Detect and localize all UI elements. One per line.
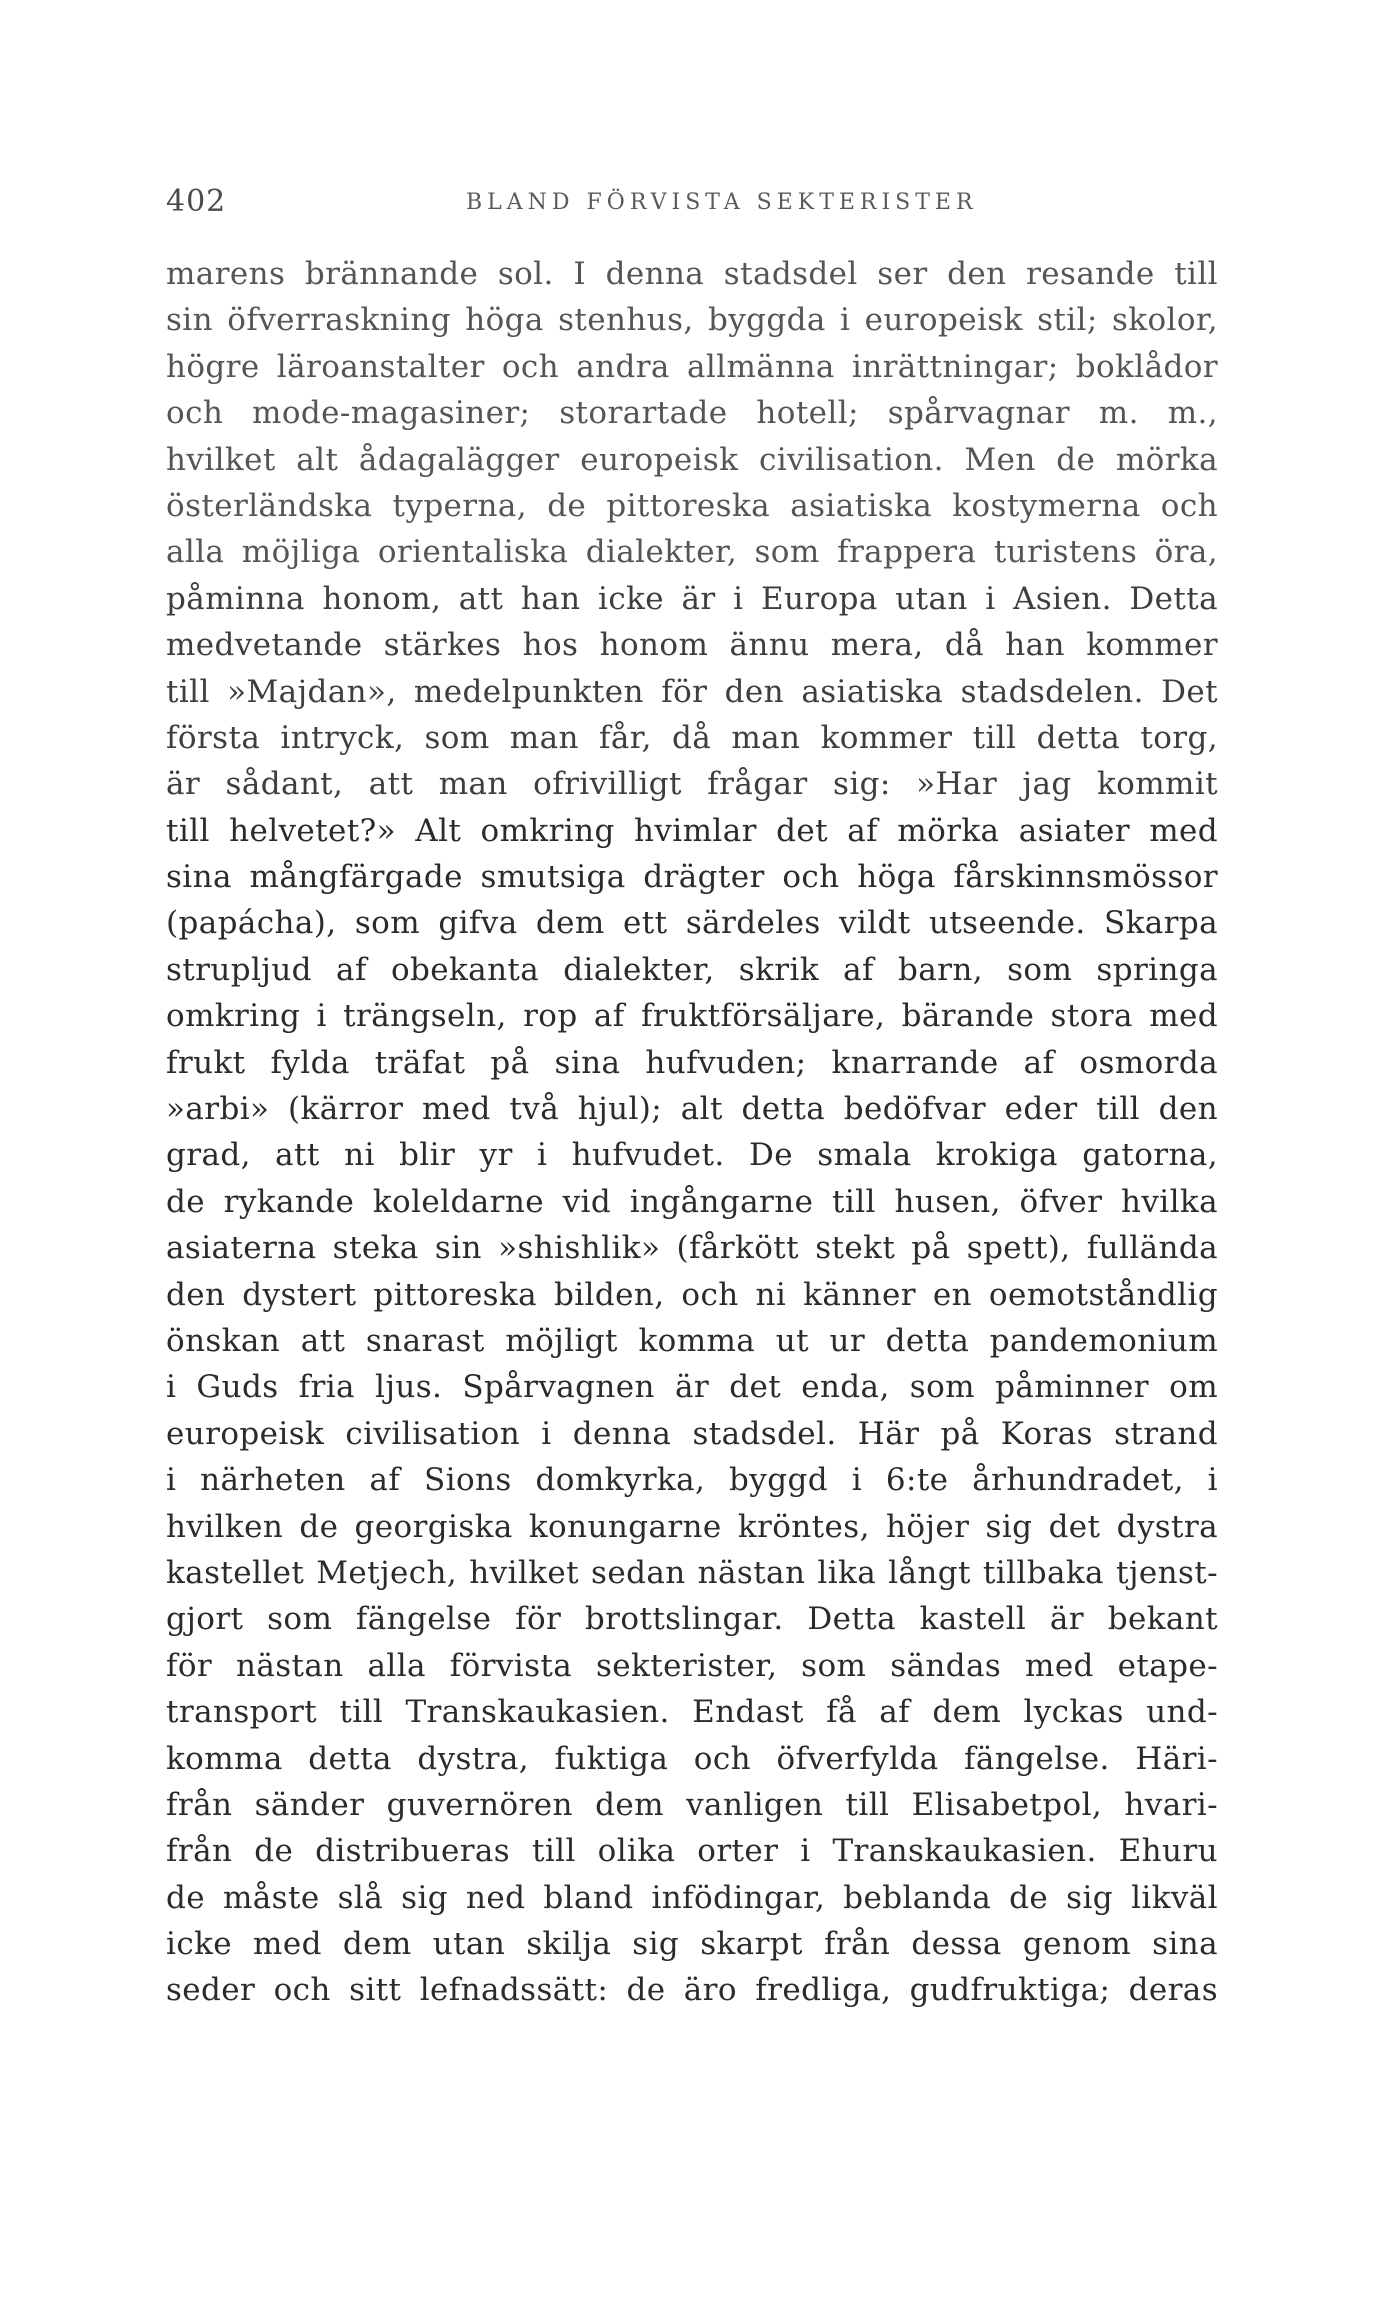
text-line: »arbi» (kärror med två hjul); alt detta bedöfvar eder till den — [166, 1091, 1218, 1128]
text-line: i Guds fria ljus. Spårvagnen är det enda, som påminner om — [166, 1369, 1218, 1406]
text-line: kastellet Metjech, hvilket sedan nästan lika långt tillbaka tjenst- — [166, 1554, 1218, 1591]
text-line: alla möjliga orientaliska dialekter, som frappera turistens öra, — [166, 534, 1218, 571]
text-line: grad, att ni blir yr i hufvudet. De smala krokiga gatorna, — [166, 1137, 1218, 1174]
text-line: österländska typerna, de pittoreska asiatiska kostymerna och — [166, 487, 1218, 524]
text-line: påminna honom, att han icke är i Europa utan i Asien. Detta — [166, 580, 1218, 617]
text-line: till »Majdan», medelpunkten för den asiatiska stadsdelen. Det — [166, 673, 1218, 710]
text-line: sina mångfärgade smutsiga drägter och höga fårskinnsmössor — [166, 859, 1218, 896]
text-line: till helvetet?» Alt omkring hvimlar det af mörka asiater med — [166, 812, 1218, 849]
text-line: europeisk civilisation i denna stadsdel. Här på Koras strand — [166, 1415, 1218, 1452]
text-line: frukt fylda träfat på sina hufvuden; knarrande af osmorda — [166, 1044, 1218, 1081]
text-line: omkring i trängseln, rop af fruktförsäljare, bärande stora med — [166, 998, 1218, 1035]
text-line: från sänder guvernören dem vanligen till Elisabetpol, hvari- — [166, 1786, 1218, 1823]
text-line: medvetande stärkes hos honom ännu mera, då han kommer — [166, 627, 1218, 664]
page-number: 402 — [166, 184, 227, 219]
text-line: för nästan alla förvista sekterister, som sändas med etape- — [166, 1647, 1218, 1684]
text-line: transport till Transkaukasien. Endast få af dem lyckas und- — [166, 1694, 1218, 1731]
text-line: (papácha), som gifva dem ett särdeles vildt utseende. Skarpa — [166, 905, 1218, 942]
body-text — [166, 251, 1218, 2014]
text-line: hvilken de georgiska konungarne kröntes, höjer sig det dystra — [166, 1508, 1218, 1545]
text-line: de rykande koleldarne vid ingångarne till husen, öfver hvilka — [166, 1183, 1218, 1220]
text-line: icke med dem utan skilja sig skarpt från dessa genom sina — [166, 1926, 1218, 1963]
text-line: gjort som fängelse för brottslingar. Detta kastell är bekant — [166, 1601, 1218, 1638]
running-title: BLAND FÖRVISTA SEKTERISTER — [466, 190, 978, 215]
text-line: den dystert pittoreska bilden, och ni känner en oemotståndlig — [166, 1276, 1218, 1313]
text-line: hvilket alt ådagalägger europeisk civilisation. Men de mörka — [166, 441, 1218, 478]
text-line: önskan att snarast möjligt komma ut ur detta pandemonium — [166, 1322, 1218, 1359]
text-line: och mode-magasiner; storartade hotell; spårvagnar m. m., — [166, 395, 1218, 432]
text-line: från de distribueras till olika orter i Transkaukasien. Ehuru — [166, 1833, 1218, 1870]
text-line: seder och sitt lefnadssätt: de äro fredliga, gudfruktiga; deras — [166, 1972, 1218, 2009]
text-line: de måste slå sig ned bland infödingar, beblanda de sig likväl — [166, 1879, 1218, 1916]
text-line: är sådant, att man ofrivilligt frågar sig: »Har jag kommit — [166, 766, 1218, 803]
text-line: högre läroanstalter och andra allmänna inrättningar; boklådor — [166, 348, 1218, 385]
text-line: strupljud af obekanta dialekter, skrik af barn, som springa — [166, 951, 1218, 988]
text-line: asiaterna steka sin »shishlik» (fårkött stekt på spett), fullända — [166, 1230, 1218, 1267]
text-line: komma detta dystra, fuktiga och öfverfylda fängelse. Häri- — [166, 1740, 1218, 1777]
text-line: marens brännande sol. I denna stadsdel ser den resande till — [166, 256, 1218, 292]
text-line: i närheten af Sions domkyrka, byggd i 6:te århundradet, i — [166, 1462, 1218, 1499]
text-line: sin öfverraskning höga stenhus, byggda i europeisk stil; skolor, — [166, 302, 1218, 339]
running-head — [166, 184, 1218, 224]
text-line: första intryck, som man får, då man kommer till detta torg, — [166, 719, 1218, 756]
